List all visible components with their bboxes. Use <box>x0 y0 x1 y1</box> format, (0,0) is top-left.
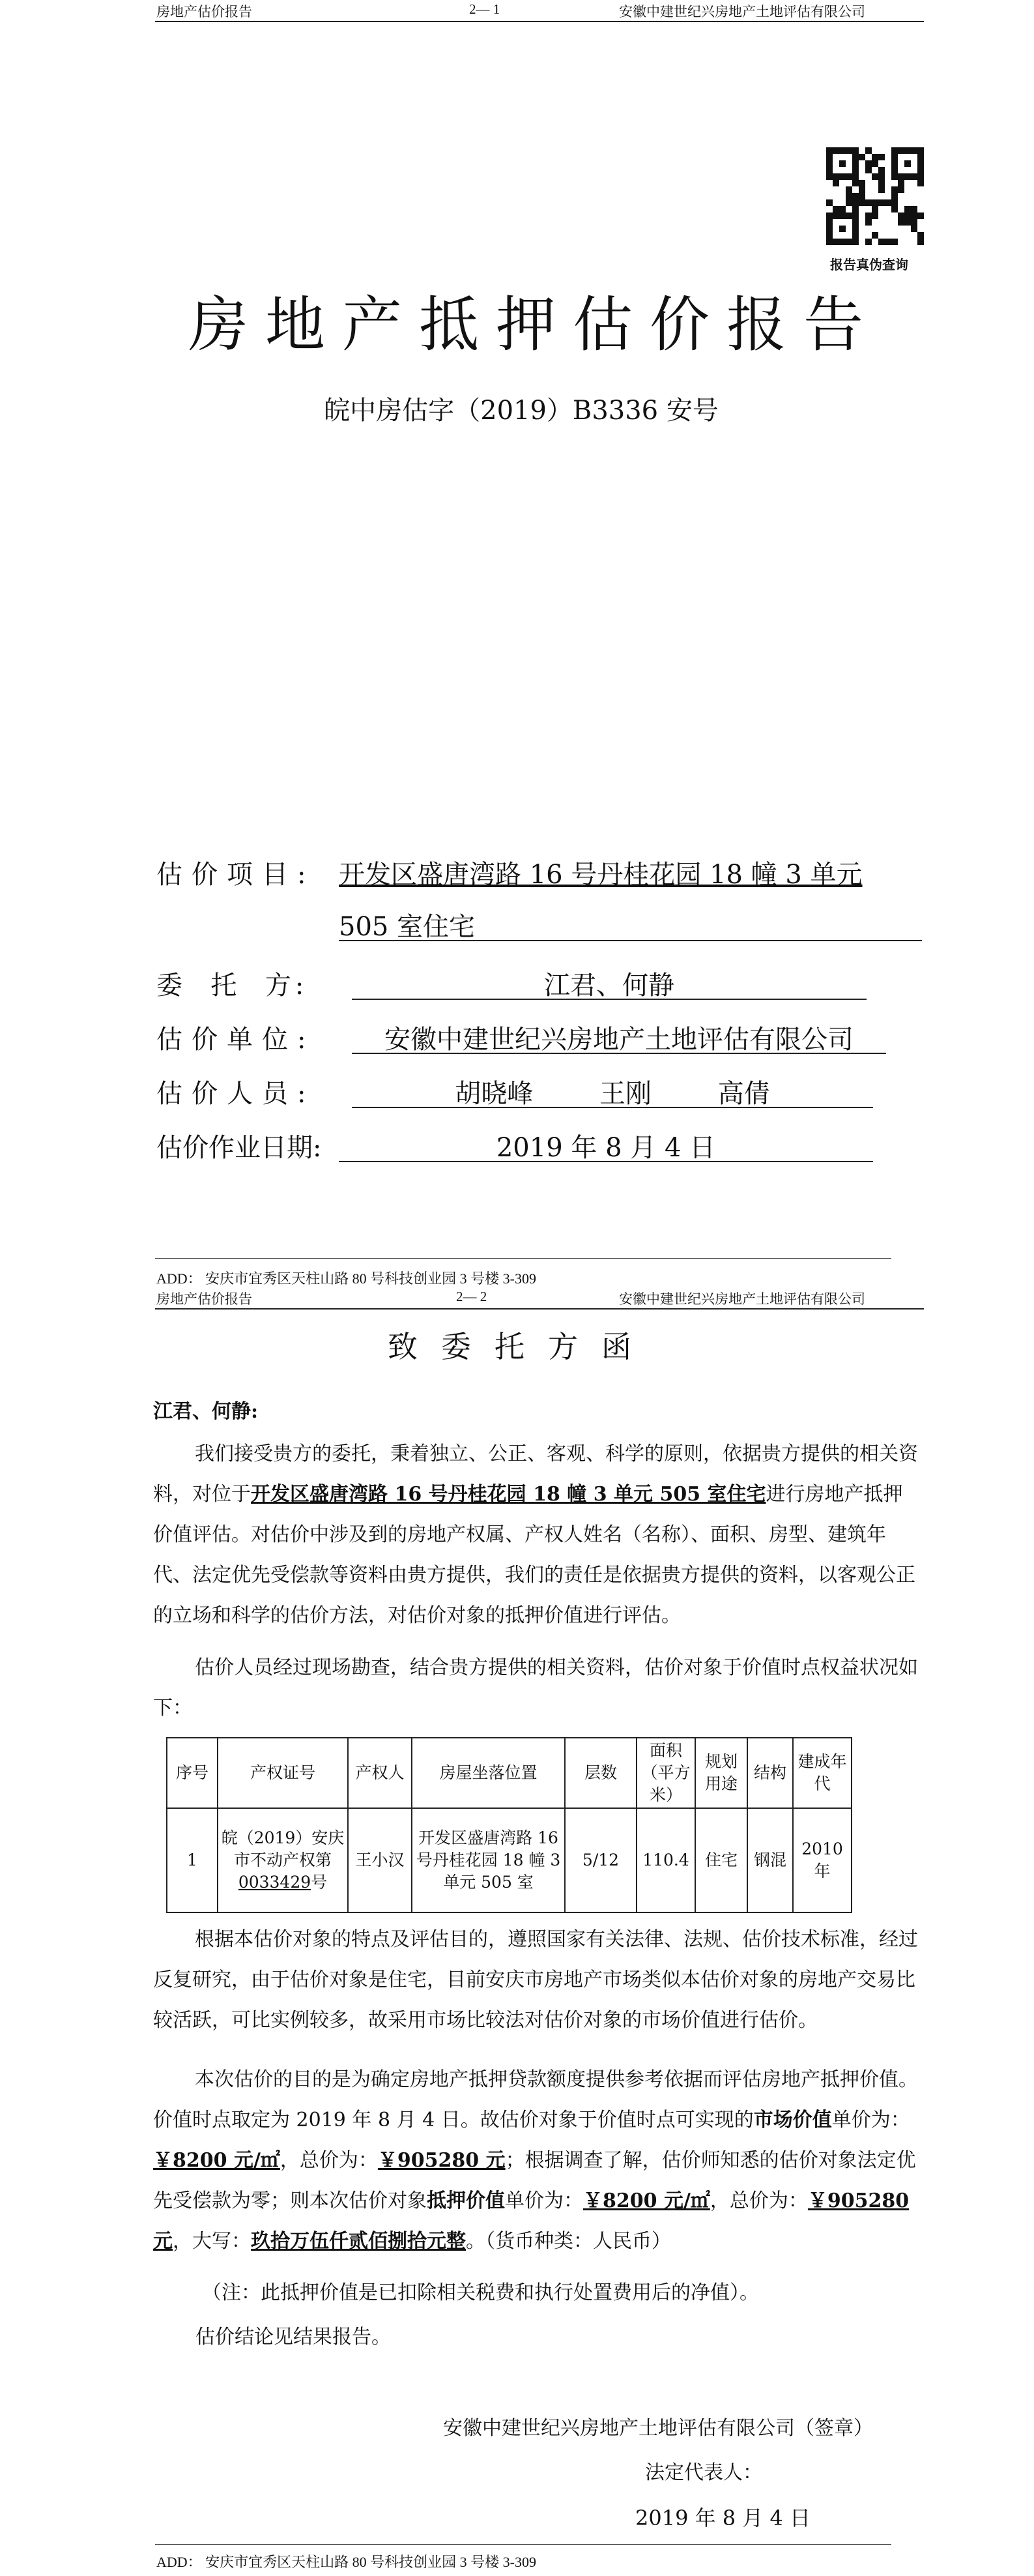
conclusion: 估价结论见结果报告。 <box>195 2326 391 2349</box>
header-rule <box>155 1308 924 1310</box>
cell-year: 2010 年 <box>793 1808 852 1912</box>
footer-rule <box>155 1258 891 1259</box>
footer-rule <box>155 2544 891 2545</box>
paragraph-4: 本次估价的目的是为确定房地产抵押贷款额度提供参考依据而评估房地产抵押价值。价值时点取定为 2019 年 8 月 4 日。故估价对象于价值时点可实现的市场价值单价为：￥8200 元/㎡，总价为：￥905280 元；根据调查了解，估价师知悉的估价对象法定优先受偿款为零；则本次估价对象抵押价值单价为：￥8200 元/㎡，总价为：￥905280 元，大写：玖拾万伍仟贰佰捌拾元整。（货币种类：人民币） <box>153 2068 918 2253</box>
appraisers-label: 估价人员: <box>156 1079 315 1109</box>
paragraph-2: 估价人员经过现场勘查，结合贵方提供的相关资料，估价对象于价值时点权益状况如下： <box>153 1656 918 1720</box>
header-left: 房地产估价报告 <box>156 1291 252 1307</box>
cell-floors: 5/12 <box>565 1808 637 1912</box>
table-header-cell: 规划用途 <box>695 1738 747 1808</box>
paragraph-1: 我们接受贵方的委托，秉着独立、公正、客观、科学的原则，依据贵方提供的相关资料，对位于开发区盛唐湾路 16 号丹桂花园 18 幢 3 单元 505 室住宅进行房地产抵押价值评估。对估价中涉及到的房地产权属、产权人姓名（名称）、面积、房型、建筑年代、法定优先受偿款等资料由贵方提供，我们的责任是依据贵方提供的资料，以客观公正的立场和科学的估价方法，对估价对象的抵押价值进行评估。 <box>153 1442 918 1627</box>
date-value: 2019 年 8 月 4 日 <box>339 1127 873 1162</box>
amount-in-words: 玖拾万伍仟贰佰捌拾元整 <box>251 2230 466 2253</box>
signature-company: 安徽中建世纪兴房地产土地评估有限公司（签章） <box>443 2417 873 2440</box>
market-total-price: ￥905280 元 <box>377 2149 506 2172</box>
table-header-cell: 房屋坐落位置 <box>412 1738 565 1808</box>
client-value: 江君、何静 <box>352 965 867 1000</box>
project-label: 估价项目: <box>156 860 315 890</box>
table-row <box>167 1808 852 1912</box>
unit-label: 估价单位: <box>156 1025 315 1055</box>
cell-owner: 王小汉 <box>348 1808 412 1912</box>
cell-use: 住宅 <box>695 1808 747 1912</box>
mortgage-unit-price: ￥8200 元/㎡ <box>583 2189 710 2212</box>
letter-title: 致委托方函 <box>388 1329 655 1364</box>
date-label: 估价作业日期: <box>156 1133 322 1163</box>
signature-representative: 法定代表人： <box>645 2461 762 2484</box>
client-label: 委 托 方: <box>156 971 308 1001</box>
qr-caption: 报告真伪查询 <box>830 257 908 272</box>
cell-location: 开发区盛唐湾路 16 号丹桂花园 18 幢 3 单元 505 室 <box>412 1808 565 1912</box>
cell-no: 1 <box>167 1808 218 1912</box>
project-value-line1: 开发区盛唐湾路 16 号丹桂花园 18 幢 3 单元 <box>339 860 863 890</box>
mortgage-total-price: ￥905280 元 <box>153 2189 910 2253</box>
report-number: 皖中房估字（2019）B3336 安号 <box>324 396 719 426</box>
footer-address: ADD： 安庆市宜秀区天柱山路 80 号科技创业园 3 号楼 3-309 <box>156 2554 536 2570</box>
salutation: 江君、何静: <box>153 1400 259 1423</box>
cell-area: 110.4 <box>637 1808 695 1912</box>
header-left: 房地产估价报告 <box>156 4 252 20</box>
unit-value: 安徽中建世纪兴房地产土地评估有限公司 <box>352 1019 886 1054</box>
header-right: 安徽中建世纪兴房地产土地评估有限公司 <box>619 4 865 20</box>
qr-code-icon[interactable] <box>826 147 924 245</box>
appraisers-value: 胡晓峰 王刚 高倩 <box>352 1073 873 1108</box>
market-unit-price: ￥8200 元/㎡ <box>153 2149 280 2172</box>
header-page-number: 2— 1 <box>469 1 500 17</box>
header-right: 安徽中建世纪兴房地产土地评估有限公司 <box>619 1291 865 1307</box>
note: （注：此抵押价值是已扣除相关税费和执行处置费用后的净值）。 <box>202 2281 759 2304</box>
property-table <box>166 1737 852 1913</box>
cell-structure: 钢混 <box>747 1808 793 1912</box>
mortgage-value-label: 抵押价值 <box>427 2189 505 2212</box>
footer-address: ADD： 安庆市宜秀区天柱山路 80 号科技创业园 3 号楼 3-309 <box>156 1270 536 1287</box>
signature-date: 2019 年 8 月 4 日 <box>635 2506 811 2530</box>
table-header-row <box>167 1738 852 1808</box>
table-header-cell: 结构 <box>747 1738 793 1808</box>
report-title: 房地产抵押估价报告 <box>188 290 880 360</box>
header-rule <box>155 21 924 22</box>
table-header-cell: 产权证号 <box>218 1738 348 1808</box>
table-header-cell: 面积（平方米） <box>637 1738 695 1808</box>
project-value-line2: 505 室住宅 <box>339 906 922 941</box>
property-address: 开发区盛唐湾路 16 号丹桂花园 18 幢 3 单元 505 室住宅 <box>251 1483 766 1506</box>
cell-certificate: 皖（2019）安庆市不动产权第0033429号 <box>218 1808 348 1912</box>
table-header-cell: 建成年代 <box>793 1738 852 1808</box>
table-header-cell: 层数 <box>565 1738 637 1808</box>
table-header-cell: 序号 <box>167 1738 218 1808</box>
paragraph-3: 根据本估价对象的特点及评估目的，遵照国家有关法律、法规、估价技术标准，经过反复研究，由于估价对象是住宅，目前安庆市房地产市场类似本估价对象的房地产交易比较活跃，可比实例较多，故采用市场比较法对估价对象的市场价值进行估价。 <box>153 1928 918 2032</box>
market-value-label: 市场价值 <box>753 2109 832 2131</box>
table-header-cell: 产权人 <box>348 1738 412 1808</box>
header-page-number: 2— 2 <box>456 1289 487 1304</box>
